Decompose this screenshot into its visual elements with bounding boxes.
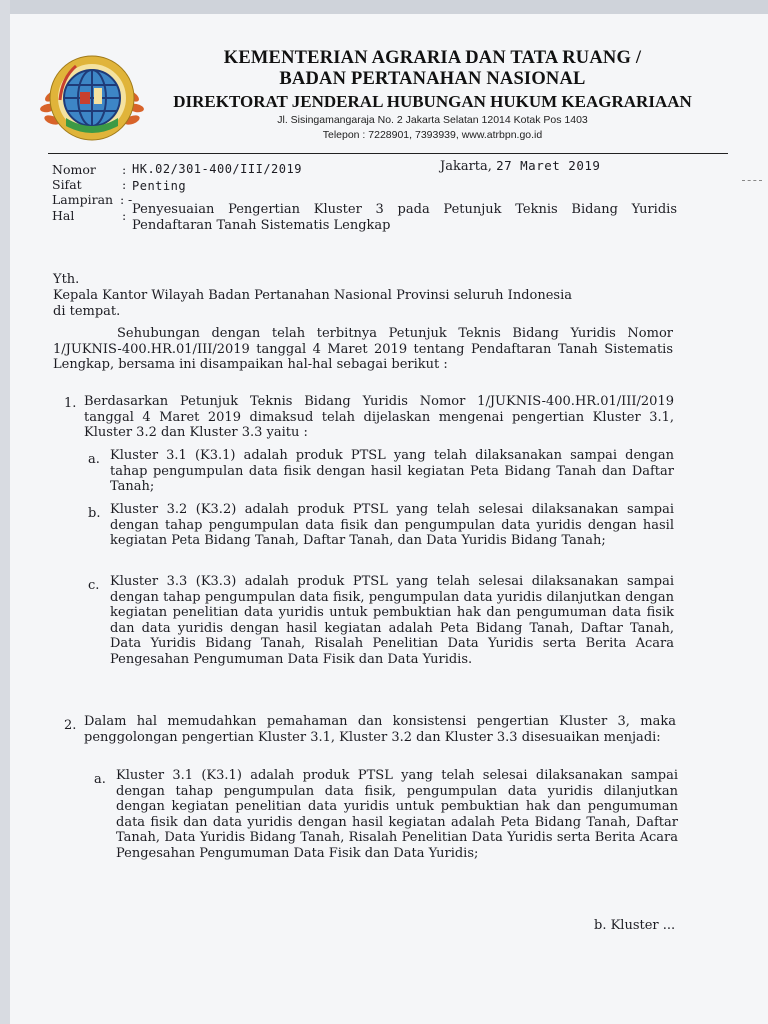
- contact-line: Telepon : 7228901, 7393939, www.atrbpn.go.id: [322, 129, 543, 141]
- point1b-text: Kluster 3.2 (K3.2) adalah produk PTSL yang telah selesai dilaksanakan sampai dengan tahap pengumpulan data fisik dan pengumpulan data yuridis dengan hasil kegiatan Peta Bidang Tanah, Daftar Tanah, dan Data Yuridis Bidang Tanah;: [110, 502, 674, 548]
- point1a-label: a.: [88, 452, 100, 467]
- lampiran-value: -: [128, 192, 133, 207]
- date-value: 27 Maret 2019: [496, 158, 601, 173]
- directorate-name: DIREKTORAT JENDERAL HUBUNGAN HUKUM KEAGRARIAAN: [173, 92, 692, 111]
- addressee: [53, 272, 572, 320]
- point2a-label: a.: [94, 772, 106, 787]
- scan-mark: [742, 180, 762, 185]
- continuation-note: b. Kluster ...: [594, 918, 676, 933]
- recipient-place: di tempat.: [53, 304, 121, 319]
- sifat-value: Penting: [132, 179, 187, 193]
- ministry-name-line2: BADAN PERTANAHAN NASIONAL: [279, 69, 586, 89]
- point1b-label: b.: [88, 506, 101, 521]
- nomor-label: Nomor: [52, 162, 96, 177]
- address-line: Jl. Sisingamangaraja No. 2 Jakarta Selatan 12014 Kotak Pos 1403: [277, 114, 588, 126]
- letterhead: [150, 48, 715, 143]
- ministry-logo: [36, 48, 148, 148]
- scan-edge-top: [0, 0, 768, 14]
- point1c-label: c.: [88, 578, 100, 593]
- date-place: Jakarta,: [440, 159, 492, 174]
- ministry-name-line1: KEMENTERIAN AGRARIA DAN TATA RUANG /: [223, 48, 642, 68]
- sifat-colon: :: [122, 177, 127, 192]
- recipient-name: Kepala Kantor Wilayah Badan Pertanahan Nasional Provinsi seluruh Indonesia: [53, 288, 572, 303]
- letterhead-divider: [48, 153, 728, 154]
- lampiran-label: Lampiran: [52, 192, 114, 207]
- sifat-label: Sifat: [52, 177, 82, 192]
- point2a-text: Kluster 3.1 (K3.1) adalah produk PTSL yang telah selesai dilaksanakan sampai dengan tahap pengumpulan data fisik, pengumpulan data yuridis dilanjutkan dengan kegiatan penelitian data yuridis untuk pembuktian hak dan pengumuman data fisik dan data yuridis dengan hasil kegiatan adalah Peta Bidang Tanah, Daftar Tanah, Data Yuridis Bidang Tanah, Risalah Penelitian Data Yuridis serta Berita Acara Pengesahan Pengumuman Data Fisik dan Data Yuridis;: [116, 768, 678, 861]
- scan-edge-left: [0, 0, 10, 1024]
- intro-paragraph: Sehubungan dengan telah terbitnya Petunjuk Teknis Bidang Yuridis Nomor 1/JUKNIS-400.HR.01/III/2019 tanggal 4 Maret 2019 tentang Pendaftaran Tanah Sistematis Lengkap, bersama ini disampaikan hal-hal sebagai berikut :: [53, 326, 673, 372]
- point2-text: Dalam hal memudahkan pemahaman dan konsistensi pengertian Kluster 3, maka penggolongan pengertian Kluster 3.1, Kluster 3.2 dan Kluster 3.3 disesuaikan menjadi:: [84, 714, 676, 745]
- hal-label: Hal: [52, 208, 75, 223]
- hal-value: Penyesuaian Pengertian Kluster 3 pada Petunjuk Teknis Bidang Yuridis Pendaftaran Tanah Sistematis Lengkap: [132, 202, 677, 233]
- point1a-text: Kluster 3.1 (K3.1) adalah produk PTSL yang telah dilaksanakan sampai dengan tahap pengumpulan data fisik dengan hasil kegiatan Peta Bidang Tanah dan Daftar Tanah;: [110, 448, 674, 494]
- point2-number: 2.: [64, 718, 77, 733]
- point1-number: 1.: [64, 396, 77, 411]
- nomor-colon: :: [122, 162, 127, 177]
- nomor-value: HK.02/301-400/III/2019: [132, 162, 302, 176]
- lampiran-colon: :: [120, 192, 125, 207]
- hal-colon: :: [122, 208, 127, 223]
- letter-date: [440, 158, 600, 174]
- point1-text: Berdasarkan Petunjuk Teknis Bidang Yuridis Nomor 1/JUKNIS-400.HR.01/III/2019 tanggal 4 Maret 2019 dimaksud telah dijelaskan mengenai pengertian Kluster 3.1, Kluster 3.2 dan Kluster 3.3 yaitu :: [84, 394, 674, 440]
- yth-salutation: Yth.: [53, 272, 80, 287]
- point1c-text: Kluster 3.3 (K3.3) adalah produk PTSL yang telah selesai dilaksanakan sampai dengan tahap pengumpulan data fisik, pengumpulan data yuridis dilanjutkan dengan kegiatan penelitian data yuridis untuk pembuktian hak dan pengumuman data fisik dan data yuridis dengan hasil kegiatan adalah Peta Bidang Tanah, Daftar Tanah, Data Yuridis Bidang Tanah, Risalah Penelitian Data Yuridis serta Berita Acara Pengesahan Pengumuman Data Fisik dan Data Yuridis.: [110, 574, 674, 667]
